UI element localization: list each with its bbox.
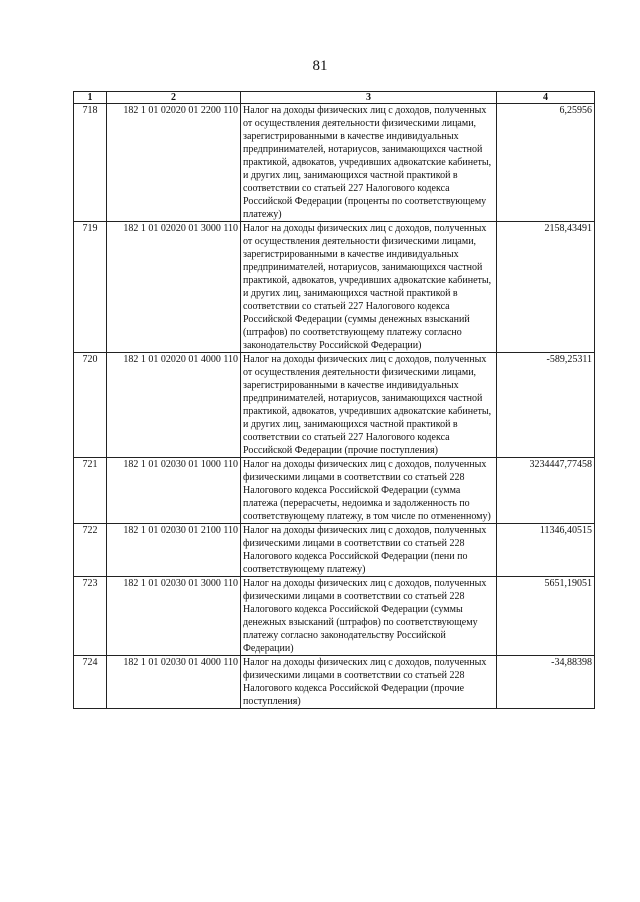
amount: 6,25956 xyxy=(497,104,595,222)
row-number: 724 xyxy=(74,656,107,709)
amount: -34,88398 xyxy=(497,656,595,709)
budget-code: 182 1 01 02020 01 2200 110 xyxy=(107,104,241,222)
row-number: 719 xyxy=(74,222,107,353)
budget-code: 182 1 01 02020 01 4000 110 xyxy=(107,353,241,458)
row-number: 718 xyxy=(74,104,107,222)
column-header: 3 xyxy=(241,92,497,104)
column-header: 1 xyxy=(74,92,107,104)
budget-code: 182 1 01 02020 01 3000 110 xyxy=(107,222,241,353)
row-number: 723 xyxy=(74,577,107,656)
income-description: Налог на доходы физических лиц с доходов, полученных физическими лицами в соответствии со статьей 228 Налогового кодекса Российской Федерации (прочие поступления) xyxy=(241,656,497,709)
income-description: Налог на доходы физических лиц с доходов, полученных от осуществления деятельности физическими лицами, зарегистрированными в качестве индивидуальных предпринимателей, нотариусов, занимающихся частной практикой, адвокатов, учредивших адвокатские кабинеты, и других лиц, занимающихся частной практикой в соответствии со статьей 227 Налогового кодекса Российской Федерации (проценты по соответствующему платежу) xyxy=(241,104,497,222)
amount: 5651,19051 xyxy=(497,577,595,656)
table-header-row xyxy=(74,92,595,104)
table-row xyxy=(74,458,595,524)
table-row xyxy=(74,524,595,577)
amount: -589,25311 xyxy=(497,353,595,458)
table-row xyxy=(74,577,595,656)
amount: 3234447,77458 xyxy=(497,458,595,524)
row-number: 721 xyxy=(74,458,107,524)
table-row xyxy=(74,353,595,458)
budget-code: 182 1 01 02030 01 2100 110 xyxy=(107,524,241,577)
amount: 11346,40515 xyxy=(497,524,595,577)
page-number: 81 xyxy=(312,58,328,74)
amount: 2158,43491 xyxy=(497,222,595,353)
income-description: Налог на доходы физических лиц с доходов, полученных физическими лицами в соответствии со статьей 228 Налогового кодекса Российской Федерации (суммы денежных взысканий (штрафов) по соответствующему платежу согласно законодательству Российской Федерации) xyxy=(241,577,497,656)
column-header: 2 xyxy=(107,92,241,104)
income-description: Налог на доходы физических лиц с доходов, полученных физическими лицами в соответствии со статьей 228 Налогового кодекса Российской Федерации (сумма платежа (перерасчеты, недоимка и задолженность по соответствующему платежу, в том числе по отмененному) xyxy=(241,458,497,524)
budget-code: 182 1 01 02030 01 4000 110 xyxy=(107,656,241,709)
table-row xyxy=(74,104,595,222)
budget-code: 182 1 01 02030 01 1000 110 xyxy=(107,458,241,524)
table-row xyxy=(74,222,595,353)
row-number: 720 xyxy=(74,353,107,458)
income-description: Налог на доходы физических лиц с доходов, полученных физическими лицами в соответствии со статьей 228 Налогового кодекса Российской Федерации (пени по соответствующему платежу) xyxy=(241,524,497,577)
budget-table xyxy=(73,91,595,709)
budget-code: 182 1 01 02030 01 3000 110 xyxy=(107,577,241,656)
income-description: Налог на доходы физических лиц с доходов, полученных от осуществления деятельности физическими лицами, зарегистрированными в качестве индивидуальных предпринимателей, нотариусов, занимающихся частной практикой, адвокатов, учредивших адвокатские кабинеты, и других лиц, занимающихся частной практикой в соответствии со статьей 227 Налогового кодекса Российской Федерации (прочие поступления) xyxy=(241,353,497,458)
column-header: 4 xyxy=(497,92,595,104)
income-description: Налог на доходы физических лиц с доходов, полученных от осуществления деятельности физическими лицами, зарегистрированными в качестве индивидуальных предпринимателей, нотариусов, занимающихся частной практикой, адвокатов, учредивших адвокатские кабинеты, и других лиц, занимающихся частной практикой в соответствии со статьей 227 Налогового кодекса Российской Федерации (суммы денежных взысканий (штрафов) по соответствующему платежу согласно законодательству Российской Федерации) xyxy=(241,222,497,353)
row-number: 722 xyxy=(74,524,107,577)
table-row xyxy=(74,656,595,709)
